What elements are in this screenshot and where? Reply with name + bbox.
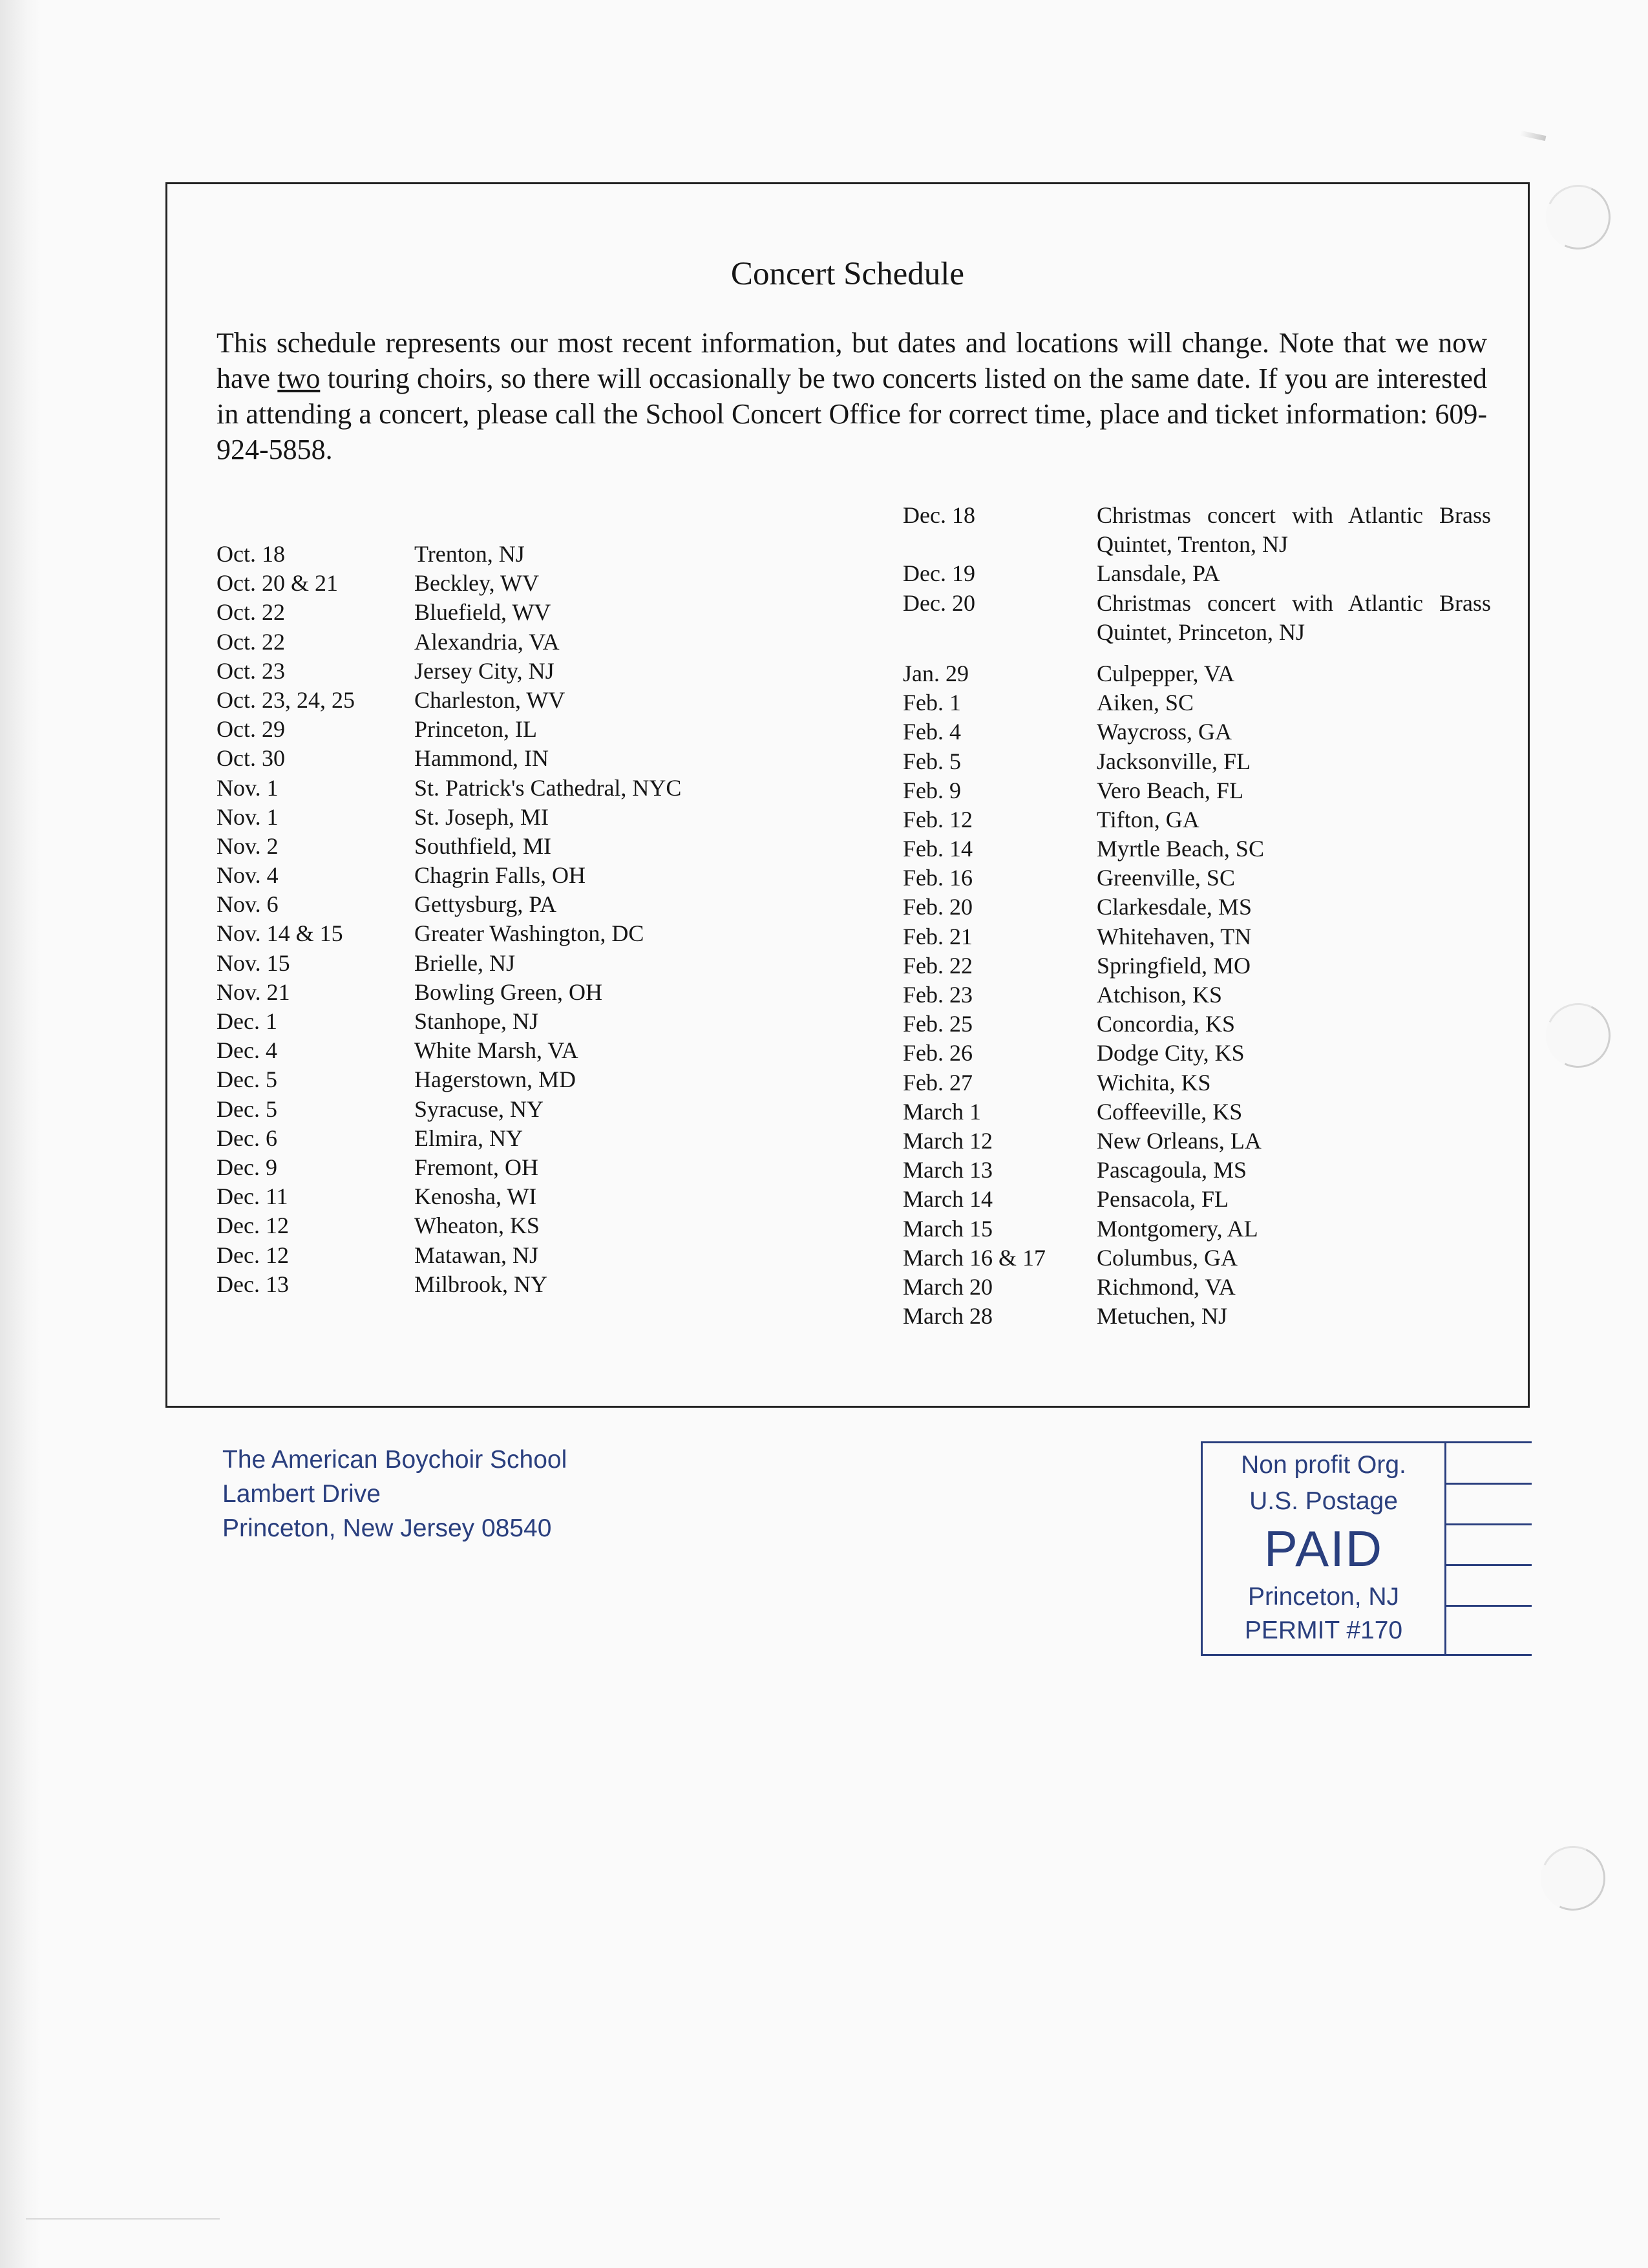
schedule-entry bbox=[903, 1185, 1497, 1214]
entry-location: Concordia, KS bbox=[1097, 1011, 1235, 1037]
entry-location: Metuchen, NJ bbox=[1097, 1303, 1227, 1330]
punch-hole bbox=[1532, 1837, 1614, 1920]
entry-location: Alexandria, VA bbox=[414, 628, 560, 655]
intro-text-part1: This schedule represents our most recent information, but dates and locations will change. Note that we now have bbox=[217, 327, 1487, 394]
schedule-entry bbox=[217, 919, 798, 948]
schedule-entry bbox=[903, 922, 1497, 951]
schedule-entry bbox=[217, 744, 798, 773]
entry-date: Dec. 20 bbox=[903, 589, 975, 616]
schedule-entry bbox=[903, 501, 1497, 559]
entry-date: Feb. 4 bbox=[903, 719, 961, 745]
entry-location: Milbrook, NY bbox=[414, 1271, 547, 1297]
schedule-column-right bbox=[903, 501, 1497, 1331]
entry-location: Charleston, WV bbox=[414, 686, 565, 713]
schedule-entry bbox=[217, 1036, 798, 1065]
schedule-entry bbox=[903, 559, 1497, 588]
entry-date: March 1 bbox=[903, 1098, 981, 1125]
scan-speck bbox=[1520, 131, 1547, 141]
schedule-title: Concert Schedule bbox=[730, 256, 965, 292]
entry-date: March 14 bbox=[903, 1186, 993, 1213]
entry-date: Nov. 2 bbox=[217, 832, 279, 859]
intro-underlined-word: two bbox=[277, 363, 321, 394]
return-address-line1: The American Boychoir School bbox=[222, 1446, 567, 1474]
entry-location: Fremont, OH bbox=[414, 1154, 538, 1180]
entry-location: Chagrin Falls, OH bbox=[414, 862, 586, 889]
entry-date: Dec. 5 bbox=[217, 1096, 277, 1122]
entry-date: Feb. 16 bbox=[903, 865, 973, 891]
entry-date: Feb. 22 bbox=[903, 952, 973, 979]
schedule-entry bbox=[903, 951, 1497, 980]
schedule-entry bbox=[903, 1273, 1497, 1302]
schedule-entry bbox=[217, 1270, 798, 1299]
entry-location: New Orleans, LA bbox=[1097, 1127, 1262, 1154]
schedule-entry bbox=[217, 978, 798, 1007]
entry-date: Dec. 6 bbox=[217, 1125, 277, 1151]
schedule-entry bbox=[217, 890, 798, 919]
schedule-entry bbox=[903, 805, 1497, 834]
entry-location: Beckley, WV bbox=[414, 570, 539, 597]
entry-date: Nov. 15 bbox=[217, 949, 290, 976]
schedule-entry bbox=[903, 688, 1497, 717]
entry-location: Trenton, NJ bbox=[414, 541, 525, 567]
postage-permit: PERMIT #170 bbox=[1244, 1616, 1403, 1644]
schedule-column-left bbox=[217, 540, 798, 1299]
schedule-entry bbox=[217, 1007, 798, 1036]
entry-date: Oct. 29 bbox=[217, 716, 285, 743]
entry-date: Feb. 5 bbox=[903, 748, 961, 774]
entry-location: Springfield, MO bbox=[1097, 952, 1251, 979]
schedule-entry bbox=[903, 834, 1497, 864]
schedule-entry bbox=[903, 1244, 1497, 1273]
schedule-entry bbox=[903, 589, 1497, 647]
entry-location: Wheaton, KS bbox=[414, 1213, 540, 1239]
postage-rule bbox=[1446, 1441, 1532, 1443]
entry-location: Clarkesdale, MS bbox=[1097, 894, 1252, 920]
punch-hole bbox=[1537, 176, 1620, 259]
entry-location: Wichita, KS bbox=[1097, 1069, 1211, 1096]
postage-rule bbox=[1446, 1483, 1532, 1485]
postage-indicia bbox=[1201, 1441, 1532, 1656]
schedule-entry bbox=[903, 1302, 1497, 1331]
schedule-entry bbox=[903, 776, 1497, 805]
entry-location: Syracuse, NY bbox=[414, 1096, 544, 1122]
entry-date: Dec. 4 bbox=[217, 1037, 277, 1064]
entry-location: Greater Washington, DC bbox=[414, 920, 644, 947]
entry-location: Jersey City, NJ bbox=[414, 657, 555, 684]
entry-location: Matawan, NJ bbox=[414, 1242, 538, 1268]
entry-date: March 13 bbox=[903, 1157, 993, 1183]
schedule-intro bbox=[217, 325, 1487, 467]
entry-location: Bluefield, WV bbox=[414, 599, 551, 626]
entry-date: Oct. 22 bbox=[217, 628, 285, 655]
punch-hole bbox=[1537, 994, 1620, 1077]
entry-location: Gettysburg, PA bbox=[414, 891, 557, 918]
entry-date: Dec. 1 bbox=[217, 1008, 277, 1034]
entry-location: Hagerstown, MD bbox=[414, 1066, 576, 1093]
schedule-entry bbox=[217, 1211, 798, 1240]
entry-location: Elmira, NY bbox=[414, 1125, 523, 1151]
schedule-entry bbox=[903, 659, 1497, 688]
entry-location: Lansdale, PA bbox=[1097, 560, 1220, 587]
entry-date: Feb. 23 bbox=[903, 982, 973, 1008]
schedule-entry bbox=[217, 1182, 798, 1211]
scan-edge-line bbox=[26, 2218, 220, 2220]
entry-date: Dec. 5 bbox=[217, 1066, 277, 1093]
schedule-entry bbox=[903, 1097, 1497, 1127]
entry-location: Whitehaven, TN bbox=[1097, 923, 1252, 949]
entry-date: Nov. 21 bbox=[217, 979, 290, 1005]
return-address bbox=[222, 1443, 567, 1545]
entry-location: Waycross, GA bbox=[1097, 719, 1232, 745]
schedule-entry bbox=[217, 1065, 798, 1094]
schedule-entry bbox=[217, 569, 798, 598]
entry-location: Columbus, GA bbox=[1097, 1244, 1238, 1271]
schedule-entry bbox=[217, 628, 798, 657]
postage-box bbox=[1201, 1441, 1446, 1656]
schedule-entry bbox=[217, 598, 798, 627]
schedule-entry bbox=[903, 893, 1497, 922]
intro-text-part2: touring choirs, so there will occasionally be two concerts listed on the same date. If you are interested in attending a concert, please call the School Concert Office for correct time, place and ticket information: 609-924-5858. bbox=[217, 363, 1487, 465]
entry-date: March 20 bbox=[903, 1273, 993, 1300]
entry-date: Nov. 14 & 15 bbox=[217, 920, 343, 947]
schedule-entry bbox=[217, 832, 798, 861]
entry-location: White Marsh, VA bbox=[414, 1037, 578, 1064]
entry-date: Dec. 19 bbox=[903, 560, 975, 587]
schedule-entry bbox=[903, 1068, 1497, 1097]
entry-location: Montgomery, AL bbox=[1097, 1215, 1258, 1242]
entry-date: Feb. 27 bbox=[903, 1069, 973, 1096]
entry-date: Oct. 20 & 21 bbox=[217, 570, 338, 597]
entry-location: Princeton, IL bbox=[414, 716, 537, 743]
postage-line3: Princeton, NJ bbox=[1247, 1583, 1400, 1611]
entry-location: Richmond, VA bbox=[1097, 1273, 1236, 1300]
scan-edge-shadow bbox=[0, 0, 40, 2268]
schedule-entry bbox=[903, 1010, 1497, 1039]
entry-date: Oct. 22 bbox=[217, 599, 285, 626]
schedule-entry bbox=[217, 1124, 798, 1153]
entry-date: Oct. 30 bbox=[217, 745, 285, 772]
schedule-box bbox=[165, 182, 1530, 1408]
schedule-entry bbox=[217, 949, 798, 978]
entry-date: Feb. 26 bbox=[903, 1040, 973, 1066]
schedule-entry bbox=[217, 540, 798, 569]
entry-location: Vero Beach, FL bbox=[1097, 777, 1243, 803]
schedule-entry bbox=[217, 803, 798, 832]
entry-location: Tifton, GA bbox=[1097, 806, 1199, 832]
entry-location: Kenosha, WI bbox=[414, 1183, 537, 1210]
entry-location: Jacksonville, FL bbox=[1097, 748, 1251, 774]
schedule-entry bbox=[903, 747, 1497, 776]
schedule-entry bbox=[903, 864, 1497, 893]
entry-date: Nov. 1 bbox=[217, 803, 279, 830]
postage-rule bbox=[1446, 1523, 1532, 1525]
entry-location: Culpepper, VA bbox=[1097, 660, 1235, 686]
entry-date: Dec. 18 bbox=[903, 502, 975, 528]
schedule-entry bbox=[217, 1095, 798, 1124]
schedule-entry bbox=[903, 1156, 1497, 1185]
entry-location: Coffeeville, KS bbox=[1097, 1098, 1243, 1125]
schedule-entry bbox=[217, 774, 798, 803]
schedule-entry bbox=[903, 1039, 1497, 1068]
entry-location: Christmas concert with Atlantic Brass Quintet, Trenton, NJ bbox=[1097, 502, 1491, 558]
entry-location: St. Patrick's Cathedral, NYC bbox=[414, 774, 682, 801]
schedule-entry bbox=[217, 715, 798, 744]
return-address-line3: Princeton, New Jersey 08540 bbox=[222, 1514, 552, 1542]
schedule-entry bbox=[903, 717, 1497, 747]
entry-date: Oct. 23, 24, 25 bbox=[217, 686, 355, 713]
entry-date: Dec. 12 bbox=[217, 1242, 289, 1268]
schedule-entry bbox=[217, 861, 798, 890]
entry-date: Feb. 9 bbox=[903, 777, 961, 803]
entry-date: Oct. 18 bbox=[217, 541, 285, 567]
entry-location: St. Joseph, MI bbox=[414, 803, 549, 830]
entry-location: Pensacola, FL bbox=[1097, 1186, 1229, 1213]
entry-date: Dec. 13 bbox=[217, 1271, 289, 1297]
entry-date: Feb. 1 bbox=[903, 690, 961, 716]
entry-date: Nov. 4 bbox=[217, 862, 279, 889]
entry-date: Feb. 20 bbox=[903, 894, 973, 920]
entry-location: Christmas concert with Atlantic Brass Quintet, Princeton, NJ bbox=[1097, 589, 1491, 645]
postage-line1: Non profit Org. bbox=[1241, 1451, 1406, 1479]
entry-date: Feb. 14 bbox=[903, 836, 973, 862]
entry-location: Bowling Green, OH bbox=[414, 979, 602, 1005]
schedule-entry bbox=[217, 657, 798, 686]
entry-location: Pascagoula, MS bbox=[1097, 1157, 1247, 1183]
schedule-entry bbox=[903, 980, 1497, 1010]
entry-date: Jan. 29 bbox=[903, 660, 969, 686]
entry-date: Dec. 9 bbox=[217, 1154, 277, 1180]
entry-location: Hammond, IN bbox=[414, 745, 549, 772]
postage-rule bbox=[1446, 1605, 1532, 1607]
entry-location: Aiken, SC bbox=[1097, 690, 1194, 716]
entry-date: Dec. 12 bbox=[217, 1213, 289, 1239]
entry-location: Brielle, NJ bbox=[414, 949, 515, 976]
entry-date: Feb. 12 bbox=[903, 806, 973, 832]
entry-date: Nov. 6 bbox=[217, 891, 279, 918]
postage-rule bbox=[1446, 1564, 1532, 1566]
return-address-line2: Lambert Drive bbox=[222, 1480, 381, 1508]
entry-date: Dec. 11 bbox=[217, 1183, 288, 1210]
entry-date: March 12 bbox=[903, 1127, 993, 1154]
postage-rule bbox=[1446, 1654, 1532, 1656]
entry-date: Nov. 1 bbox=[217, 774, 279, 801]
postage-paid: PAID bbox=[1263, 1520, 1384, 1577]
entry-location: Atchison, KS bbox=[1097, 982, 1223, 1008]
entry-location: Southfield, MI bbox=[414, 832, 551, 859]
schedule-entry bbox=[903, 1214, 1497, 1244]
entry-location: Stanhope, NJ bbox=[414, 1008, 538, 1034]
postage-line2: U.S. Postage bbox=[1249, 1487, 1398, 1515]
schedule-entry bbox=[217, 1153, 798, 1182]
entry-location: Dodge City, KS bbox=[1097, 1040, 1245, 1066]
entry-date: March 16 & 17 bbox=[903, 1244, 1046, 1271]
schedule-entry bbox=[903, 1127, 1497, 1156]
schedule-entry bbox=[217, 1241, 798, 1270]
entry-date: March 15 bbox=[903, 1215, 993, 1242]
entry-location: Greenville, SC bbox=[1097, 865, 1235, 891]
entry-location: Myrtle Beach, SC bbox=[1097, 836, 1264, 862]
entry-date: Feb. 21 bbox=[903, 923, 973, 949]
entry-date: Oct. 23 bbox=[217, 657, 285, 684]
schedule-entry bbox=[217, 686, 798, 715]
entry-date: March 28 bbox=[903, 1303, 993, 1330]
entry-date: Feb. 25 bbox=[903, 1011, 973, 1037]
